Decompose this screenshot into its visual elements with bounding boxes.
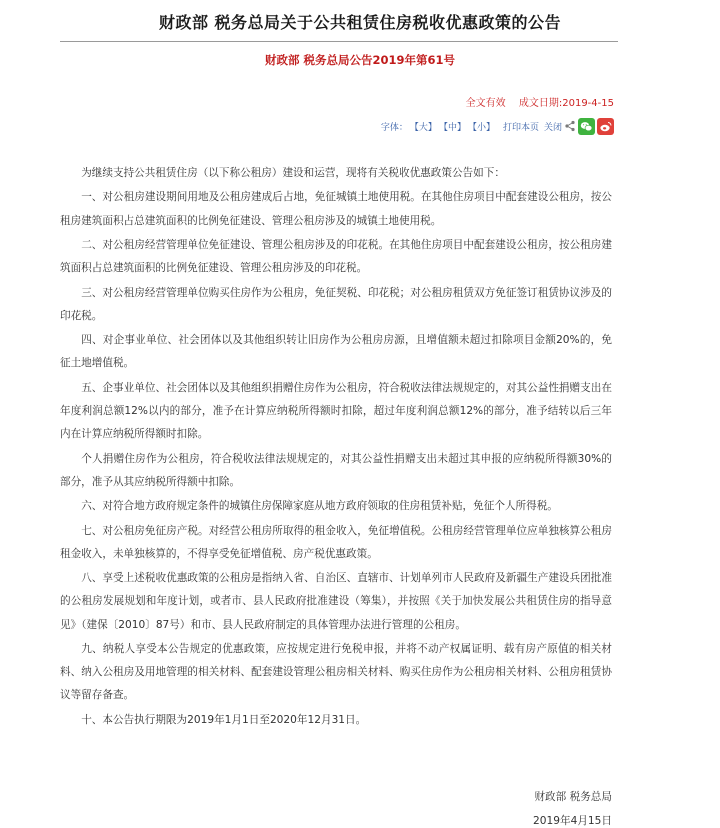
font-size-small-link[interactable]: 【小】 (467, 122, 495, 133)
page-title: 财政部 税务总局关于公共租赁住房税收优惠政策的公告 (158, 13, 562, 32)
paragraph: 三、对公租房经营管理单位购买住房作为公租房，免征契税、印花税；对公租房租赁双方免征签订租赁协议涉及的印花税。 (60, 286, 612, 322)
paragraph: 八、享受上述税收优惠政策的公租房是指纳入省、自治区、直辖市、计划单列市人民政府及新疆生产建设兵团批准的公租房发展规划和年度计划，或者市、县人民政府批准建设（筹集），并按照《关于加快发展公共租赁住房的指导意见》（建保〔2010〕87号）和市、县人民政府制定的具体管理办法进行管理的公租房。 (60, 572, 612, 631)
paragraph: 二、对公租房经营管理单位免征建设、管理公租房涉及的印花税。在其他住房项目中配套建设公租房，按公租房建筑面积占总建筑面积的比例免征建设、管理公租房涉及的印花税。 (60, 238, 612, 275)
close-link[interactable]: 关闭 (543, 122, 562, 133)
wechat-icon[interactable] (578, 118, 595, 135)
signature: 财政部 税务总局 (534, 791, 612, 803)
font-size-label: 字体： (380, 122, 408, 133)
toolbar (379, 116, 614, 136)
paragraph: 为继续支持公共租赁住房（以下称公租房）建设和运营，现将有关税收优惠政策公告如下： (81, 167, 505, 179)
paragraph: 一、对公租房建设期间用地及公租房建成后占地，免征城镇土地使用税。在其他住房项目中配套建设公租房，按公租房建筑面积占总建筑面积的比例免征建设、管理公租房涉及的城镇土地使用税。 (60, 191, 612, 227)
signature-date: 2019年4月15日 (533, 815, 612, 827)
date-label: 成文日期: (518, 98, 563, 109)
font-size-medium-link[interactable]: 【中】 (438, 122, 466, 133)
paragraph: 四、对企事业单位、社会团体以及其他组织转让旧房作为公租房房源，且增值额未超过扣除项目金额20%的，免征土地增值税。 (60, 334, 612, 370)
paragraph: 九、纳税人享受本公告规定的优惠政策，应按规定进行免税申报，并将不动产权属证明、载有房产原值的相关材料、纳入公租房及用地管理的相关材料、配套建设管理公租房相关材料、购买住房作为公租房相关材料、公租房租赁协议等留存备查。 (60, 642, 612, 702)
announcement-body (60, 162, 612, 733)
paragraph: 七、对公租房免征房产税。对经营公租房所取得的租金收入，免征增值税。公租房经营管理单位应单独核算公租房租金收入，未单独核算的，不得享受免征增值税、房产税优惠政策。 (60, 524, 612, 560)
paragraph: 六、对符合地方政府规定条件的城镇住房保障家庭从地方政府领取的住房租赁补贴，免征个人所得税。 (81, 500, 558, 513)
validity-status: 全文有效 (465, 98, 506, 109)
document-meta (466, 94, 614, 109)
document-number: 财政部 税务总局公告2019年第61号 (264, 53, 455, 67)
paragraph: 十、本公告执行期限为2019年1月1日至2020年12月31日。 (81, 713, 367, 726)
paragraph: 五、企事业单位、社会团体以及其他组织捐赠住房作为公租房，符合税收法律法规规定的，对其公益性捐赠支出在年度利润总额12%以内的部分，准予在计算应纳税所得额时扣除，超过年度利润总额12%的部分，准予结转以后三年内在计算应纳税所得额时扣除。 (60, 381, 612, 441)
share-icon[interactable] (564, 120, 576, 132)
print-link[interactable]: 打印本页 (502, 122, 539, 133)
weibo-icon[interactable] (597, 118, 614, 135)
font-size-large-link[interactable]: 【大】 (409, 122, 437, 133)
paragraph: 个人捐赠住房作为公租房，符合税收法律法规规定的，对其公益性捐赠支出未超过其申报的应纳税所得额30%的部分，准予从其应纳税所得额中扣除。 (60, 452, 612, 488)
title-divider (60, 41, 618, 42)
date-value: 2019-4-15 (562, 98, 614, 109)
